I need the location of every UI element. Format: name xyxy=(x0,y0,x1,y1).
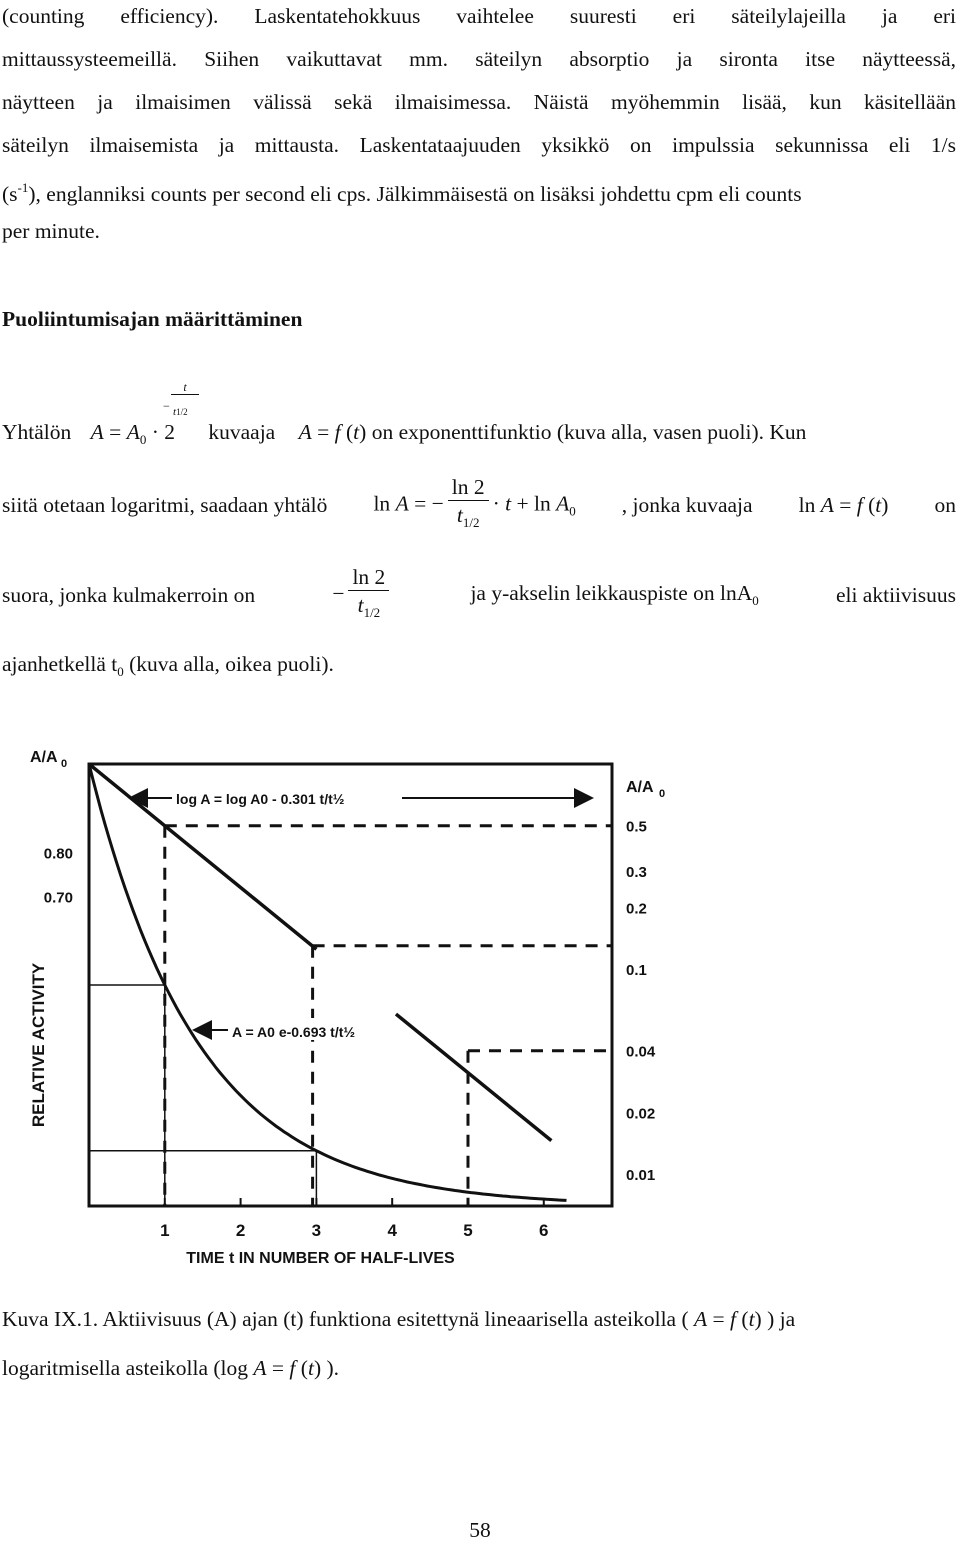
text-segment: ja y-akselin leikkauspiste on lnA xyxy=(470,581,753,605)
equation-function: A = f (t) xyxy=(298,420,367,444)
text-line: (counting efficiency). Laskentatehokkuus vaihtelee suuresti eri säteilylajeilla ja eri xyxy=(2,4,956,28)
caption-text: ). xyxy=(326,1356,340,1380)
figure-caption-line-2 xyxy=(2,1352,956,1384)
text-segment xyxy=(470,581,758,609)
text-line: per minute. xyxy=(2,219,100,243)
text-line: näytteen ja ilmaisimen välissä sekä ilmaisimessa. Näistä myöhemmin lisää, kun käsitellään xyxy=(2,90,956,114)
annotation-exp: A = A0 e-0.693 t/t½ xyxy=(232,1024,356,1040)
x-axis-label: TIME t IN NUMBER OF HALF-LIVES xyxy=(186,1250,455,1267)
figure-caption-line-1 xyxy=(2,1303,956,1335)
right-tick-label: 0.5 xyxy=(626,818,647,836)
right-tick-label: 0.2 xyxy=(626,900,647,918)
text-segment: kuvaaja xyxy=(208,420,276,444)
right-tick-label: 0.02 xyxy=(626,1105,656,1123)
plot-frame xyxy=(89,764,612,1206)
equation-log-function: ln A = f (t) xyxy=(798,492,889,517)
curves xyxy=(89,764,567,1200)
text-segment: suora, jonka kulmakerroin on xyxy=(2,582,256,607)
decay-chart xyxy=(0,740,700,1280)
paragraph-intro xyxy=(2,0,956,247)
text-line: mittaussysteemeillä. Siihen vaikuttavat mm. säteilyn absorptio ja sironta itse näytteessä, xyxy=(2,47,956,71)
y-axis-label: RELATIVE ACTIVITY xyxy=(29,962,48,1128)
section-heading: Puoliintumisajan määrittäminen xyxy=(2,307,303,331)
text-segment: on exponenttifunktio (kuva alla, vasen puoli). Kun xyxy=(371,420,807,444)
caption-text: Kuva IX.1. Aktiivisuus (A) ajan (t) funktiona esitettynä lineaarisella asteikolla ( xyxy=(2,1307,689,1331)
text-segment: (s xyxy=(2,182,18,206)
x-tick-label: 1 xyxy=(160,1221,170,1240)
annotation-log: log A = log A0 - 0.301 t/t½ xyxy=(176,791,345,807)
text-segment: (kuva alla, oikea puoli). xyxy=(129,652,334,676)
text-segment: siitä otetaan logaritmi, saadaan yhtälö xyxy=(2,492,328,517)
right-tick-label: 0.01 xyxy=(626,1167,656,1185)
left-tick-label: 0.80 xyxy=(43,845,73,863)
equation-log: ln A = − $\frac{\ln 2}{t_{1/2}}$ · $t + \ln A_0$ xyxy=(373,474,575,537)
exponential-curve xyxy=(89,764,567,1200)
right-axis-title-subscript: 0 xyxy=(659,788,666,800)
log-line-segment xyxy=(396,1014,551,1141)
text-segment: , jonka kuvaaja xyxy=(621,492,753,517)
caption-text: logaritmisella asteikolla ( xyxy=(2,1356,221,1380)
equation-slope: − $\frac{\ln 2}{t_{1/2}}$ xyxy=(332,564,393,627)
text-line xyxy=(2,648,956,688)
equation-line-3 xyxy=(2,562,956,628)
text-line: säteilyn ilmaisemista ja mittausta. Laskentataajuuden yksikkö on impulssia sekunnissa eli 1/s xyxy=(2,133,956,157)
exponent: t t1/2 − xyxy=(175,416,201,444)
equation-inline: log A = f (t) xyxy=(220,1356,327,1380)
equation-inline: A = f (t) xyxy=(694,1307,768,1331)
subscript: 0 xyxy=(752,593,759,608)
x-tick-label: 6 xyxy=(539,1221,549,1240)
subscript: 0 xyxy=(117,664,124,679)
equation-line-2 xyxy=(2,470,956,540)
text-segment: ajanhetkellä t xyxy=(2,652,118,676)
x-tick-label: 4 xyxy=(387,1221,397,1240)
text-line xyxy=(2,172,956,204)
page-number: 58 xyxy=(469,1518,491,1542)
caption-text: ) ja xyxy=(767,1307,796,1331)
x-tick-label: 3 xyxy=(311,1221,322,1240)
text-segment: on xyxy=(934,492,956,517)
equation-line-1 xyxy=(2,380,956,456)
left-axis-title: A/A xyxy=(30,749,58,766)
x-tick-label: 5 xyxy=(463,1221,473,1240)
text-segment: eli aktiivisuus xyxy=(835,582,956,607)
right-tick-label: 0.1 xyxy=(626,962,647,980)
right-axis-title: A/A xyxy=(626,779,654,796)
right-tick-label: 0.3 xyxy=(626,864,647,882)
right-tick-label: 0.04 xyxy=(626,1043,656,1061)
text-segment: ), englanniksi counts per second eli cps. Jälkimmäisestä on lisäksi johdettu cpm eli counts xyxy=(28,182,802,206)
superscript: -1 xyxy=(17,180,29,195)
equation-exp-decay: $A = A_0 \cdot 2$ t t1/2 − xyxy=(91,416,201,456)
x-tick-label: 2 xyxy=(235,1221,246,1240)
guide-lines xyxy=(89,826,612,1206)
left-axis-title-subscript: 0 xyxy=(61,758,68,770)
text-segment: Yhtälön xyxy=(2,420,72,444)
left-tick-label: 0.70 xyxy=(43,889,73,907)
